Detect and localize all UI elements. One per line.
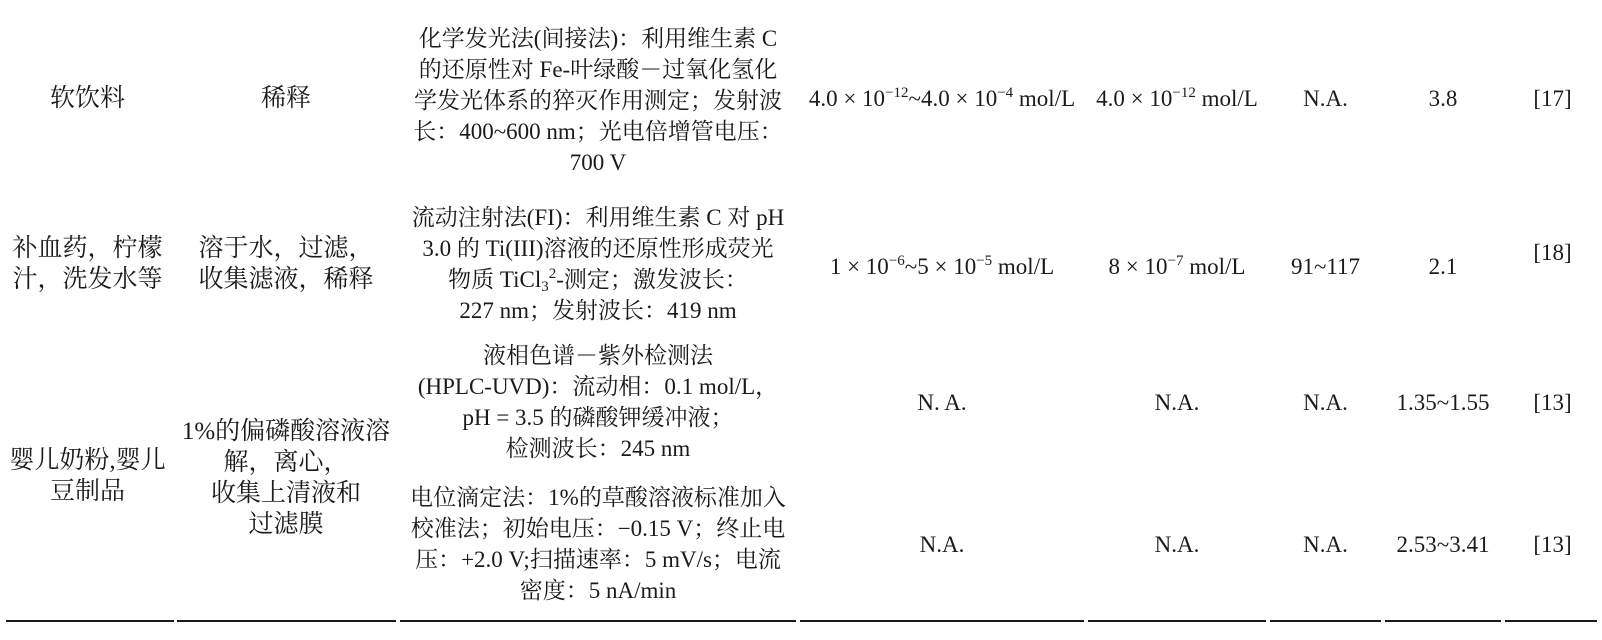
row1-method <box>398 20 798 180</box>
table-bottom-rule <box>1385 620 1501 622</box>
row2-rsd: 2.1 <box>1428 253 1458 279</box>
row3-detection-limit: N.A. <box>1154 389 1200 415</box>
method-line: 的还原性对 Fe-叶绿酸－过氧化氢化 <box>418 56 778 82</box>
row4-detection-limit: N.A. <box>1154 531 1200 557</box>
table-bottom-rule <box>177 620 396 622</box>
row3-ref: [13] <box>1533 389 1572 415</box>
row3-recovery: N.A. <box>1303 389 1348 415</box>
row4-method <box>398 480 798 608</box>
row2-method <box>398 200 798 328</box>
row1-linear-range: $4.0 \times 10^{-12}\sim 4.0 \times 10^{-4}$ mol/L <box>808 84 1076 111</box>
method-line: 校准法；初始电压：−0.15 V；终止电 <box>410 516 786 541</box>
row3-linear-range: N. A. <box>917 389 967 415</box>
row2-ref: [18] <box>1533 239 1572 265</box>
table-bottom-rule <box>6 620 174 622</box>
method-line: 700 V <box>569 149 627 175</box>
merged-sample: 婴儿奶粉,婴儿 豆制品 <box>9 447 166 505</box>
method-line: (HPLC-UVD)：流动相：0.1 mol/L， <box>417 374 779 399</box>
row2-linear-range: $1 \times 10^{-6}\sim 5 \times 10^{-5}$ mol/L <box>829 252 1055 279</box>
row4-recovery: N.A. <box>1303 531 1348 557</box>
row3-rsd: 1.35~1.55 <box>1396 389 1490 415</box>
row4-ref: [13] <box>1533 531 1572 557</box>
method-line: 压：+2.0 V;扫描速率：5 mV/s；电流 <box>415 547 781 572</box>
row1-sample: 软饮料 <box>49 84 125 112</box>
method-line: 检测波长：245 nm <box>505 436 691 461</box>
method-line: 液相色谱－紫外检测法 <box>483 343 713 368</box>
method-line: pH = 3.5 的磷酸钾缓冲液； <box>462 405 734 430</box>
table-bottom-rule <box>400 620 796 622</box>
method-line: 电位滴定法：1%的草酸溶液标准加入 <box>410 485 786 510</box>
row4-linear-range: N.A. <box>919 531 965 557</box>
method-line: 学发光体系的猝灭作用测定；发射波 <box>414 87 782 113</box>
row2-detection-limit: $8 \times 10^{-7}$ mol/L <box>1108 252 1246 279</box>
method-line: 流动注射法(FI)：利用维生素 C 对 pH <box>411 205 785 230</box>
row2-pretreatment: 溶于水，过滤， 收集滤液，稀释 <box>198 235 374 293</box>
row1-recovery: N.A. <box>1303 85 1348 111</box>
row2-sample: 补血药，柠檬 汁，洗发水等 <box>12 235 163 293</box>
table-bottom-rule <box>1505 620 1597 622</box>
row4-rsd: 2.53~3.41 <box>1396 531 1490 557</box>
table-bottom-rule <box>1088 620 1266 622</box>
table-bottom-rule <box>1270 620 1381 622</box>
method-line: 3.0 的 Ti(III)溶液的还原性形成荧光 <box>422 236 774 261</box>
row1-detection-limit: $4.0 \times 10^{-12}$ mol/L <box>1096 84 1258 111</box>
row1-pretreatment: 稀释 <box>260 84 311 112</box>
method-line: 物质 TiCl$_3^2$-测定；激发波长： <box>448 266 748 295</box>
table-bottom-rule <box>800 620 1084 622</box>
method-line: 密度：5 nA/min <box>519 578 677 603</box>
method-line: 长：400~600 nm；光电倍增管电压： <box>413 118 783 144</box>
method-line: 227 nm；发射波长：419 nm <box>459 298 737 323</box>
row1-rsd: 3.8 <box>1428 85 1458 111</box>
row1-ref: [17] <box>1533 85 1572 111</box>
method-line: 化学发光法(间接法)：利用维生素 C <box>418 25 778 51</box>
row3-method <box>398 338 798 466</box>
merged-pretreatment: 1%的偏磷酸溶液溶 解，离心， 收集上清液和 过滤膜 <box>181 418 391 538</box>
row2-recovery: 91~117 <box>1290 253 1361 279</box>
